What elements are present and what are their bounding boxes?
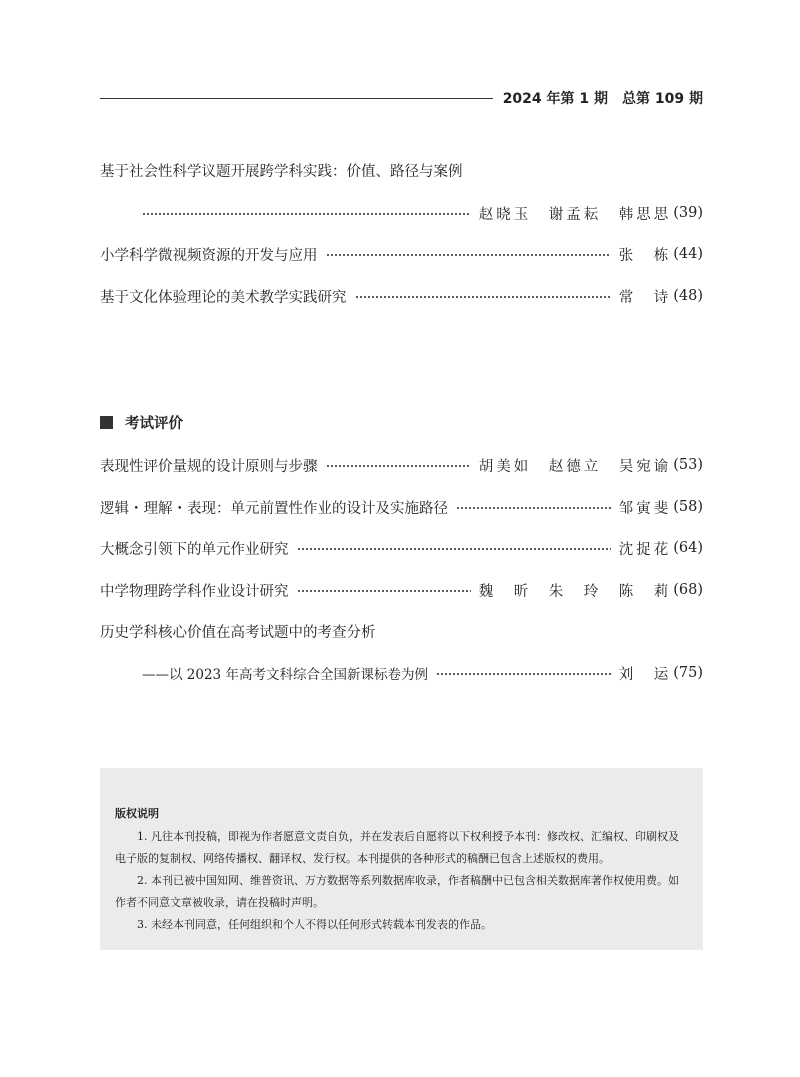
article-author: 沈捉花	[618, 541, 672, 558]
article-page: (58)	[673, 499, 703, 515]
toc-entry[interactable]	[142, 202, 703, 224]
article-page: (48)	[673, 288, 703, 304]
header-rule	[100, 98, 493, 99]
section-square-icon	[100, 416, 113, 429]
leader-dots	[297, 548, 611, 550]
article-title: 表现性评价量规的设计原则与步骤	[100, 458, 318, 475]
copyright-notice	[100, 768, 703, 950]
section-title: 考试评价	[125, 415, 183, 432]
toc-entry[interactable]	[100, 579, 703, 601]
copyright-item: 3. 未经本刊同意，任何组织和个人不得以任何形式转载本刊发表的作品。	[137, 918, 492, 931]
article-page: (53)	[673, 457, 703, 473]
leader-dots	[456, 507, 611, 509]
leader-dots	[436, 673, 611, 675]
toc-entry[interactable]	[100, 243, 703, 265]
article-title: 中学物理跨学科作业设计研究	[100, 583, 289, 600]
article-author: 邹寅斐	[618, 500, 672, 517]
article-page: (44)	[673, 246, 703, 262]
article-subtitle: ——以 2023 年高考文科综合全国新课标卷为例	[142, 667, 428, 683]
issue-label: 2024 年第 1 期 总第 109 期	[502, 91, 703, 107]
toc-entry[interactable]	[100, 537, 703, 559]
leader-dots	[326, 254, 611, 256]
article-title: 逻辑・理解・表现：单元前置性作业的设计及实施路径	[100, 500, 448, 517]
issue-header	[100, 86, 703, 110]
section-heading	[100, 412, 183, 432]
leader-dots	[355, 296, 611, 298]
copyright-title: 版权说明	[115, 807, 159, 820]
article-author: 赵晓玉 谢孟耘 韩思思	[478, 206, 672, 223]
article-author: 胡美如 赵德立 吴宛谕	[478, 458, 672, 475]
leader-dots	[297, 590, 471, 592]
toc-entry[interactable]	[100, 454, 703, 476]
article-title: 基于社会性科学议题开展跨学科实践：价值、路径与案例	[100, 164, 463, 180]
copyright-item: 2. 本刊已被中国知网、维普资讯、万方数据等系列数据库收录，作者稿酬中已包含相关数据库著作权使用费。如作者不同意文章被收录，请在投稿时声明。	[115, 874, 679, 909]
copyright-item: 1. 凡往本刊投稿，即视为作者愿意文责自负，并在发表后自愿将以下权利授予本刊：修改权、汇编权、印刷权及电子版的复制权、网络传播权、翻译权、发行权。本刊提供的各种形式的稿酬已包含上述版权的费用。	[115, 830, 679, 865]
article-author: 常 诗	[618, 289, 672, 306]
article-title: 小学科学微视频资源的开发与应用	[100, 247, 318, 264]
leader-dots	[142, 213, 471, 215]
toc-entry[interactable]	[100, 285, 703, 307]
article-title: 大概念引领下的单元作业研究	[100, 541, 289, 558]
article-author: 张 栋	[618, 247, 672, 264]
toc-entry[interactable]	[100, 496, 703, 518]
article-title: 基于文化体验理论的美术教学实践研究	[100, 289, 347, 306]
toc-entry[interactable]	[142, 662, 703, 684]
article-page: (68)	[673, 582, 703, 598]
article-title: 历史学科核心价值在高考试题中的考查分析	[100, 625, 376, 641]
article-page: (75)	[673, 665, 703, 681]
article-author: 刘 运	[618, 666, 672, 683]
article-page: (39)	[673, 205, 703, 221]
article-author: 魏 昕 朱 玲 陈 莉	[478, 583, 672, 600]
leader-dots	[326, 465, 471, 467]
article-page: (64)	[673, 540, 703, 556]
